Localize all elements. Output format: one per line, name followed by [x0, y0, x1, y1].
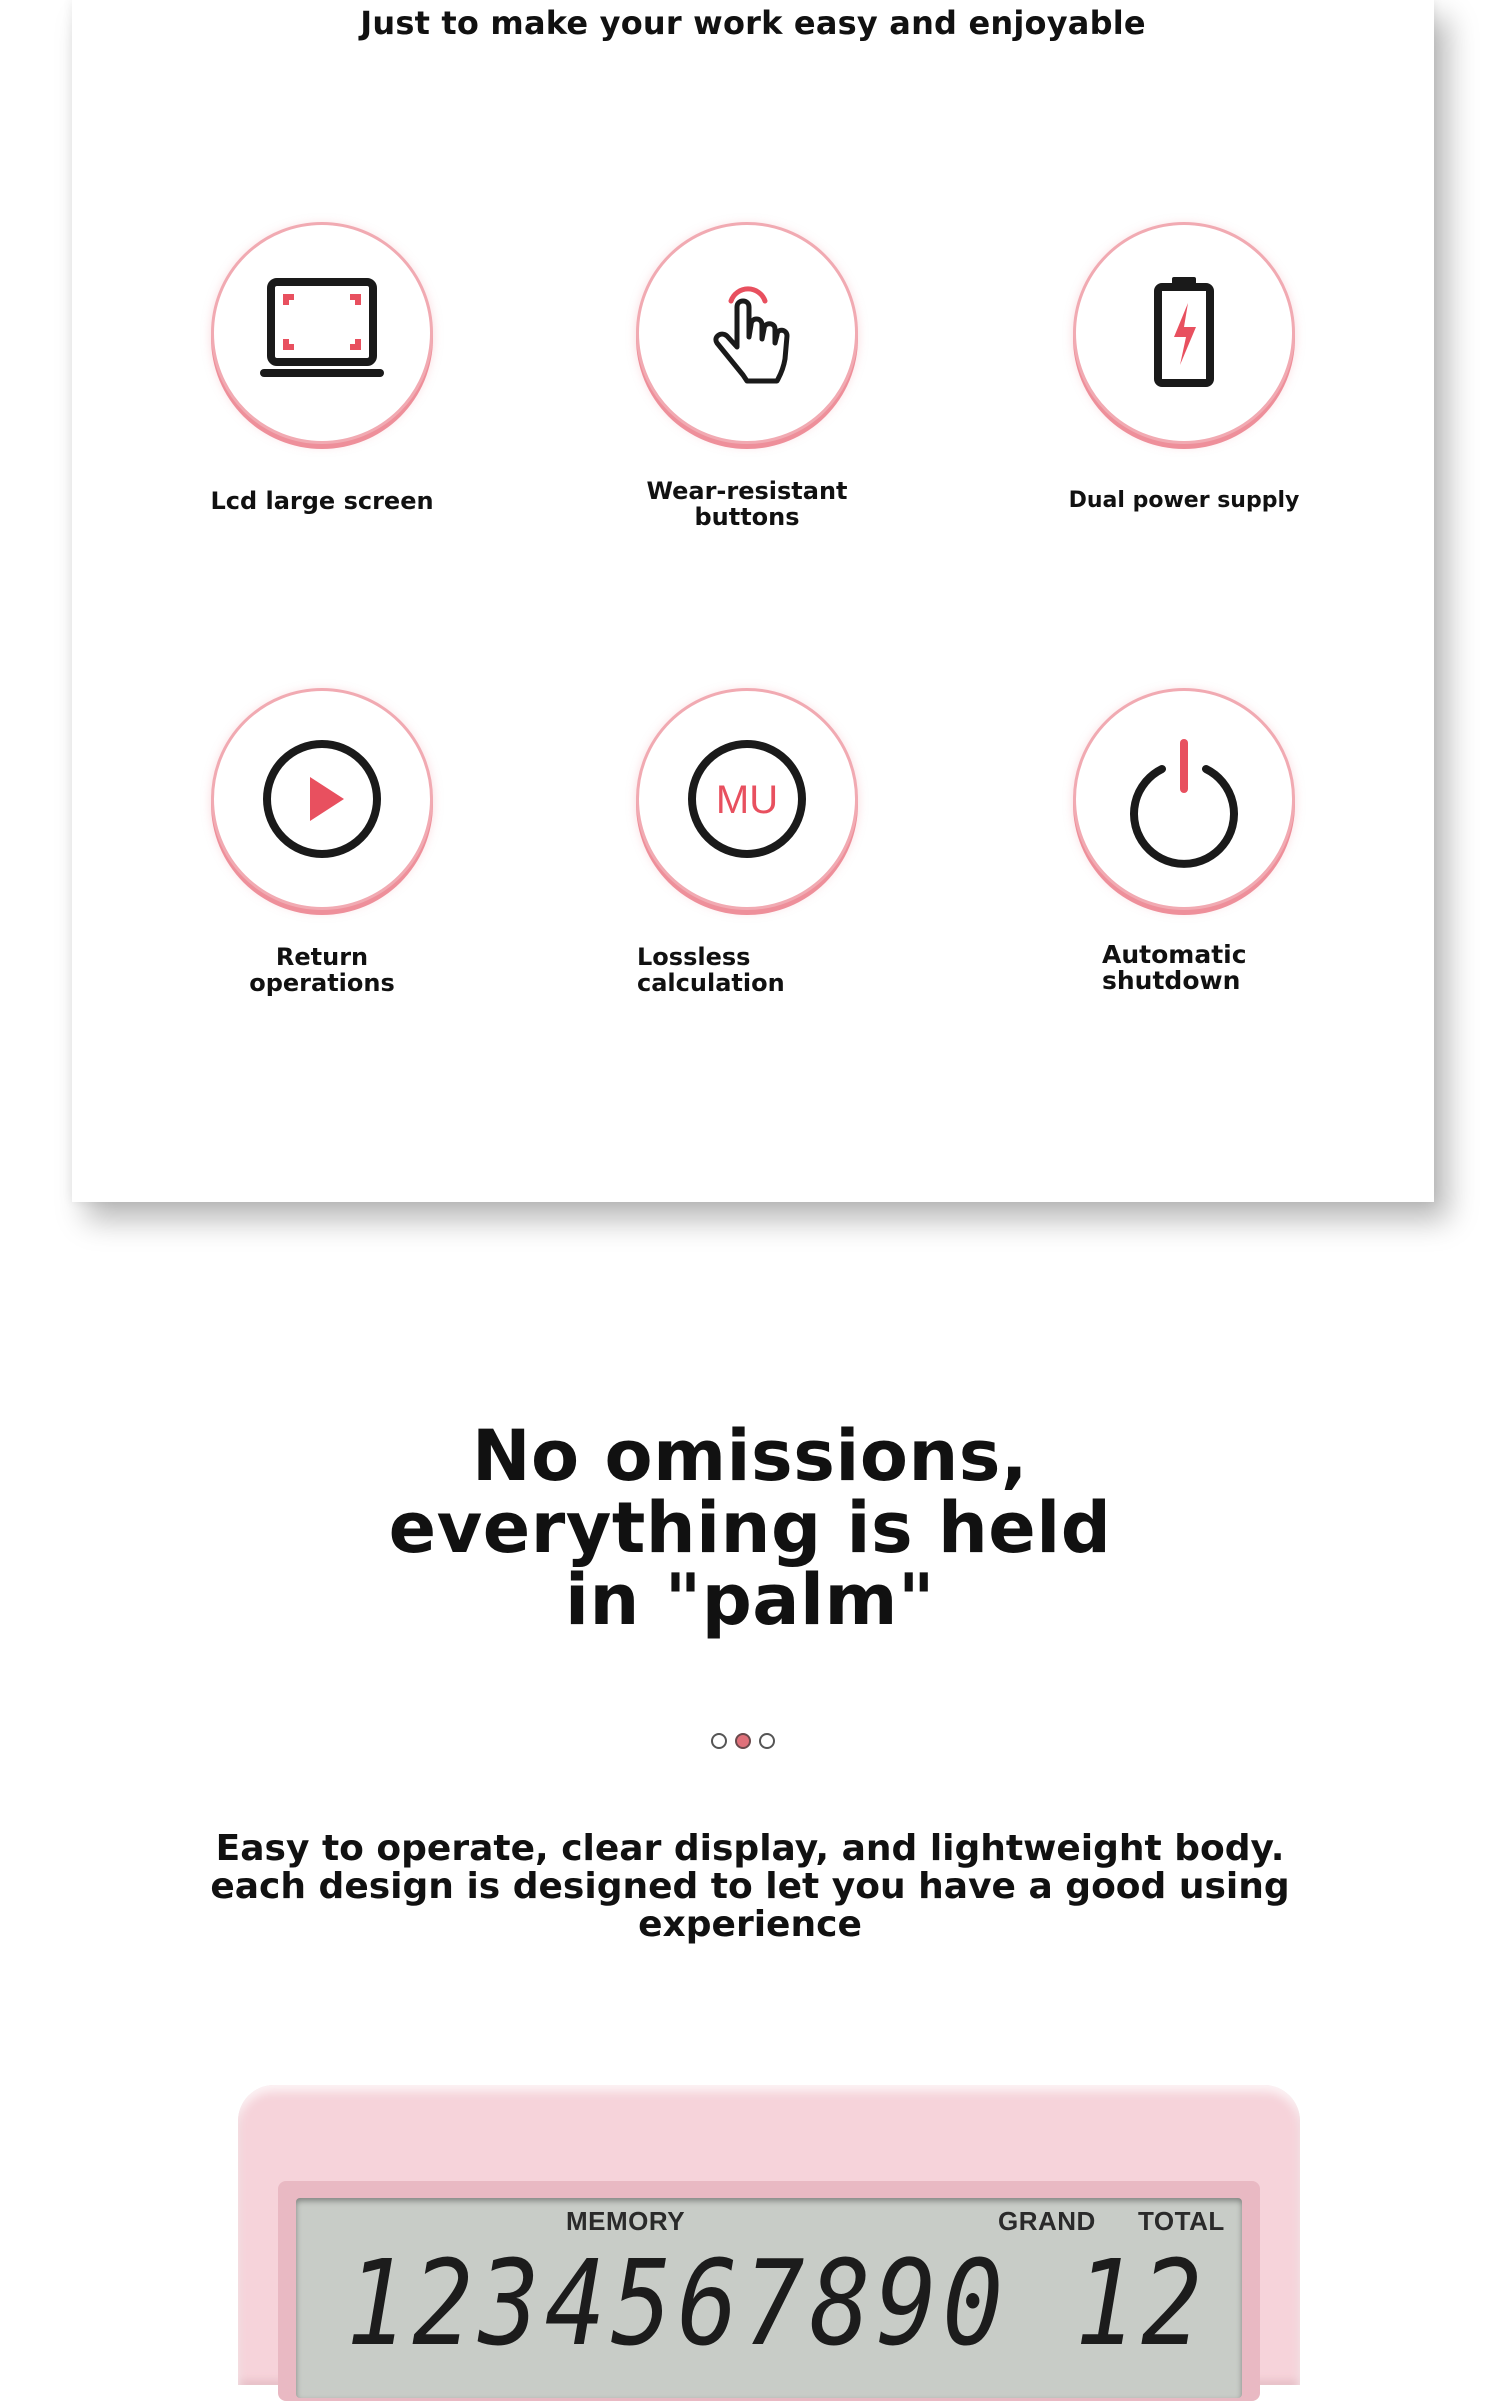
feature-circle — [636, 688, 858, 910]
feature-automatic-shutdown — [1014, 688, 1354, 994]
feature-label: Lcd large screen — [210, 487, 434, 515]
feature-circle — [636, 222, 858, 444]
headline-line: in "palm" — [565, 1559, 935, 1641]
feature-label: Lossless calculation — [637, 943, 785, 997]
touch-finger-icon — [639, 225, 855, 441]
lcd-total-label: TOTAL — [1138, 2206, 1225, 2236]
headline-line: No omissions, — [471, 1415, 1029, 1497]
headline-line: everything is held — [388, 1487, 1112, 1569]
feature-circle — [211, 222, 433, 444]
feature-label: Dual power supply — [1068, 488, 1300, 513]
feature-wear-resistant-buttons — [577, 222, 917, 530]
card-subtitle: Just to make your work easy and enjoyable — [360, 4, 1146, 42]
features-card — [72, 0, 1434, 1202]
pagination-dots — [711, 1733, 775, 1755]
svg-text:MU: MU — [715, 778, 779, 822]
feature-return-operations — [152, 688, 492, 996]
feature-lossless-calculation — [577, 688, 917, 996]
feature-lcd-screen — [152, 222, 492, 514]
feature-circle — [211, 688, 433, 910]
lcd-grand-label: GRAND — [998, 2206, 1096, 2236]
description-line: Easy to operate, clear display, and lightweight body. — [215, 1828, 1285, 1869]
power-icon — [1076, 691, 1292, 907]
feature-label: Wear-resistant buttons — [646, 477, 848, 531]
feature-label: Automatic shutdown — [1102, 940, 1247, 995]
pagination-dot-active[interactable] — [735, 1733, 751, 1749]
description-line: each design is designed to let you have a good using — [210, 1866, 1290, 1907]
feature-dual-power-supply — [1014, 222, 1354, 514]
description — [0, 1830, 1500, 1944]
lcd-digits: 1234567890 12 — [346, 2234, 1208, 2372]
pagination-dot[interactable] — [759, 1733, 775, 1749]
feature-circle — [1073, 222, 1295, 444]
lcd-memory-label: MEMORY — [566, 2206, 686, 2236]
calculator-image — [238, 2085, 1300, 2372]
calculator-lcd — [296, 2198, 1242, 2398]
feature-circle — [1073, 688, 1295, 910]
lcd-screen-icon — [214, 225, 430, 441]
battery-icon — [1076, 225, 1292, 441]
pagination-dot[interactable] — [711, 1733, 727, 1749]
play-icon — [214, 691, 430, 907]
headline — [0, 1415, 1500, 1641]
feature-label: Return operations — [249, 943, 395, 997]
description-line: experience — [638, 1904, 862, 1945]
mu-icon — [639, 691, 855, 907]
